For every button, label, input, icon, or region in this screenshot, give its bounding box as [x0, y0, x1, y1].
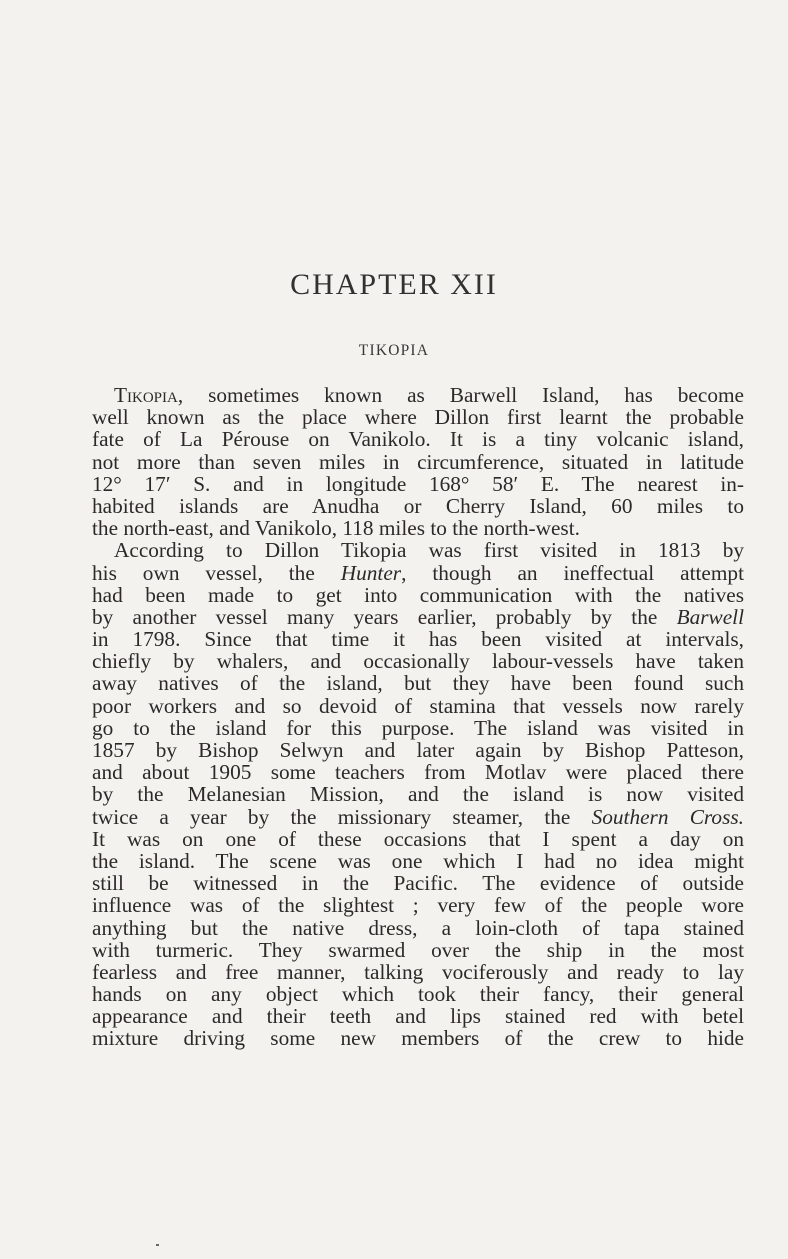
- text-line: fearless and free manner, talking vociferously and ready to lay: [92, 959, 744, 984]
- text-line: still be witnessed in the Pacific. The evidence of outside: [92, 871, 744, 896]
- text-line: appearance and their teeth and lips stained red with betel: [92, 1004, 744, 1029]
- text-line: 12° 17′ S. and in longitude 168° 58′ E. The nearest in-: [92, 471, 744, 496]
- text-line: with turmeric. They swarmed over the ship in the most: [92, 937, 744, 962]
- text-line: poor workers and so devoid of stamina that vessels now rarely: [92, 693, 744, 718]
- text-line: and about 1905 some teachers from Motlav were placed there: [92, 760, 744, 785]
- text-line: had been made to get into communication with the natives: [92, 582, 744, 607]
- text-line: go to the island for this purpose. The island was visited in: [92, 715, 744, 740]
- text-line: habited islands are Anudha or Cherry Island, 60 miles to: [92, 493, 744, 518]
- print-speck: [156, 1244, 159, 1246]
- text-line: well known as the place where Dillon first learnt the probable: [92, 405, 744, 430]
- text-line: mixture driving some new members of the crew to hide: [92, 1026, 744, 1051]
- text-line: in 1798. Since that time it has been visited at intervals,: [92, 627, 744, 652]
- chapter-heading: CHAPTER XII: [290, 268, 498, 301]
- text-line: his own vessel, the Hunter, though an ineffectual attempt: [92, 560, 744, 585]
- text-line: chiefly by whalers, and occasionally labour-vessels have taken: [92, 649, 744, 674]
- text-line: Tikopia, sometimes known as Barwell Island, has become: [114, 383, 744, 407]
- ship-name-hunter: Hunter: [340, 560, 402, 585]
- text-line: by the Melanesian Mission, and the island is now visited: [92, 782, 744, 807]
- ship-name-barwell: Barwell: [676, 604, 744, 629]
- body-text: [92, 384, 744, 1050]
- text-line: fate of La Pérouse on Vanikolo. It is a tiny volcanic island,: [92, 427, 744, 452]
- text-line: hands on any object which took their fancy, their general: [92, 982, 744, 1007]
- text-line: 1857 by Bishop Selwyn and later again by Bishop Patteson,: [92, 738, 744, 762]
- section-title: TIKOPIA: [358, 342, 430, 359]
- lead-word: Tikopia: [114, 383, 178, 407]
- text-line: not more than seven miles in circumference, situated in latitude: [92, 449, 744, 474]
- ship-name-southern-cross: Southern Cross.: [591, 804, 744, 829]
- text-line: It was on one of these occasions that I spent a day on: [92, 826, 744, 851]
- text-line: influence was of the slightest ; very few of the people wore: [92, 893, 744, 918]
- text-line: According to Dillon Tikopia was first visited in 1813 by: [114, 538, 744, 563]
- text-line: away natives of the island, but they have been found such: [92, 671, 744, 696]
- text-line: anything but the native dress, a loin-cloth of tapa stained: [92, 915, 744, 940]
- text-line: the island. The scene was one which I had no idea might: [92, 848, 744, 873]
- text-line: by another vessel many years earlier, probably by the Barwell: [92, 604, 744, 629]
- text-line: the north-east, and Vanikolo, 118 miles to the north-west.: [92, 516, 580, 541]
- text-line: twice a year by the missionary steamer, the Southern Cross.: [92, 804, 744, 829]
